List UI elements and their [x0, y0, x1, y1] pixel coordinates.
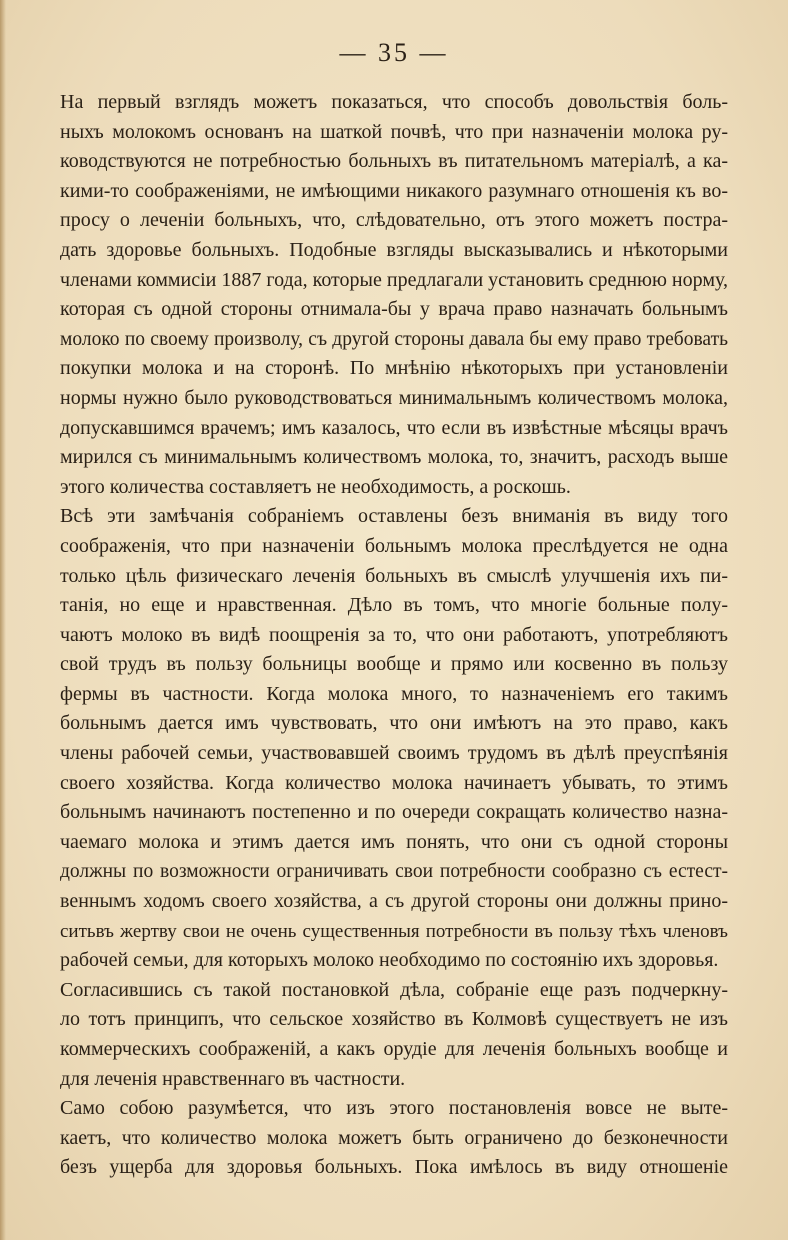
text-line: ситьвъ жертву свои не очень существенныя потребности въ пользу тѣхъ членовъ: [60, 920, 728, 942]
text-line: молоко по своему произволу, съ другой стороны давала бы ему право требовать: [60, 328, 728, 350]
text-line: ныхъ молокомъ основанъ на шаткой почвѣ, что при назначеніи молока ру-: [60, 120, 728, 143]
text-line: допускавшимся врачемъ; имъ казалось, что если въ извѣстные мѣсяцы врачъ: [60, 416, 728, 439]
text-line: этого количества составляетъ не необходимость, а роскошь.: [60, 475, 571, 498]
text-line: своего хозяйства. Когда количество молока начинаетъ убывать, то этимъ: [60, 771, 728, 794]
text-line: которая съ одной стороны отнимала-бы у врача право назначать больнымъ: [60, 298, 728, 321]
text-line: чаютъ молоко въ видѣ поощренія за то, что они работаютъ, употребляютъ: [60, 623, 728, 646]
text-line: свой трудъ въ пользу больницы вообще и прямо или косвенно въ пользу: [60, 653, 728, 676]
text-line: Всѣ эти замѣчанія собраніемъ оставлены безъ вниманія въ виду того: [60, 505, 728, 528]
text-line: На первый взглядъ можетъ показаться, что способъ довольствія боль-: [60, 91, 728, 113]
page-number: — 35 —: [339, 38, 449, 67]
text-line: коммерческихъ соображеній, а какъ орудіе для леченія больныхъ вообще и: [60, 1038, 728, 1060]
text-line: чаемаго молока и этимъ дается имъ понять, что они съ одной стороны: [60, 830, 728, 853]
text-line: фермы въ частности. Когда молока много, то назначеніемъ его такимъ: [60, 682, 728, 705]
text-line: соображенія, что при назначеніи больнымъ молока преслѣдуется не одна: [60, 534, 728, 557]
text-line: дать здоровье больныхъ. Подобные взгляды высказывались и нѣкоторыми: [60, 238, 728, 261]
text-line: только цѣль физическаго леченія больныхъ въ смыслѣ улучшенія ихъ пи-: [60, 564, 728, 587]
text-line: мирился съ минимальнымъ количествомъ молока, то, значитъ, расходъ выше: [60, 446, 728, 469]
text-line: ло тотъ принципъ, что сельское хозяйство въ Колмовѣ существуетъ не изъ: [60, 1008, 728, 1031]
text-line: каетъ, что количество молока можетъ быть ограничено до безконечности: [60, 1126, 728, 1149]
text-line: просу о леченіи больныхъ, что, слѣдовательно, отъ этого можетъ постра-: [60, 209, 728, 232]
text-line: нормы нужно было руководствоваться минимальнымъ количествомъ молока,: [60, 386, 728, 409]
body-text: [60, 88, 728, 1183]
text-line: безъ ущерба для здоровья больныхъ. Пока имѣлось въ виду отношеніе: [60, 1156, 728, 1179]
text-line: Согласившись съ такой постановкой дѣла, собраніе еще разъ подчеркну-: [60, 978, 728, 1001]
text-line: больнымъ дается имъ чувствовать, что они имѣютъ на это право, какъ: [60, 712, 728, 735]
text-line: кими-то соображеніями, не имѣющими никакого разумнаго отношенія къ во-: [60, 179, 728, 202]
text-line: члены рабочей семьи, участвовавшей своимъ трудомъ въ дѣлѣ преуспѣянія: [60, 742, 728, 765]
page-spine-shadow: [0, 0, 6, 1240]
text-line: для леченія нравственнаго въ частности.: [60, 1067, 406, 1090]
text-line: должны по возможности ограничивать свои потребности сообразно съ естест-: [60, 861, 728, 883]
text-line: танія, но еще и нравственная. Дѣло въ томъ, что многіе больные полу-: [60, 594, 728, 617]
text-line: покупки молока и на сторонѣ. По мнѣнію нѣкоторыхъ при установленіи: [60, 357, 728, 380]
text-line: больнымъ начинаютъ постепенно и по очереди сокращать количество назна-: [60, 801, 728, 824]
text-line: Само собою разумѣется, что изъ этого постановленія вовсе не выте-: [60, 1097, 728, 1120]
text-line: рабочей семьи, для которыхъ молоко необходимо по состоянію ихъ здоровья.: [60, 949, 719, 972]
text-line: веннымъ ходомъ своего хозяйства, а съ другой стороны они должны прино-: [60, 890, 728, 913]
text-line: ководствуются не потребностью больныхъ въ питательномъ матеріалѣ, а ка-: [60, 150, 728, 173]
text-line: членами коммисіи 1887 года, которые предлагали установить среднюю норму,: [60, 268, 728, 291]
